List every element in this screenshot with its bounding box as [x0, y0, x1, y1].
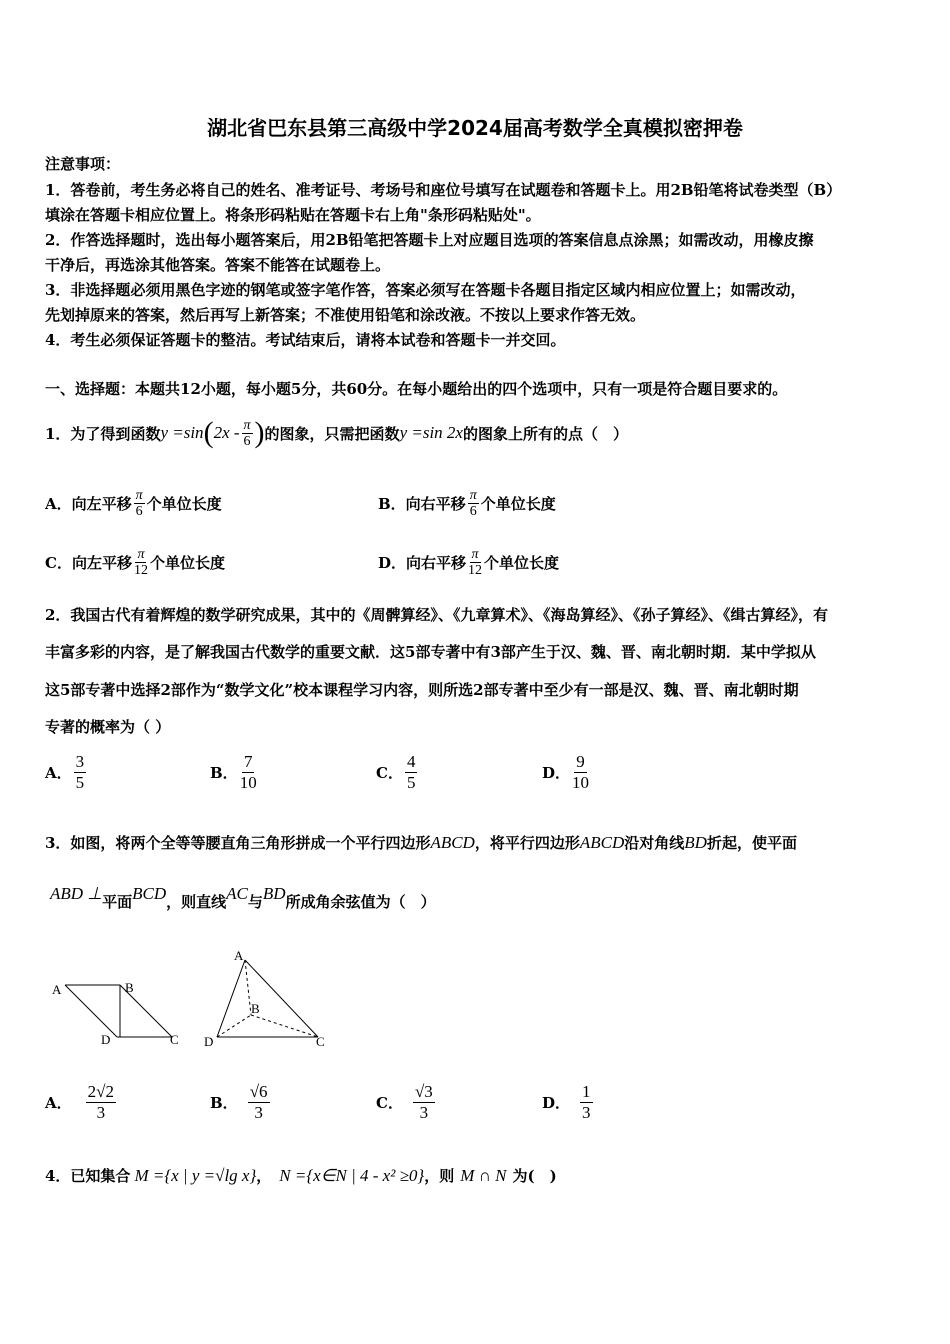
q1-fraction: $\frac{\pi}{6}$ [243, 417, 251, 449]
fig2-label-b: B [251, 1001, 260, 1016]
set-m: M ={x | y =√lg x} [134, 1165, 257, 1185]
fig1-label-d: D [101, 1032, 111, 1047]
q3-option-b[interactable]: B． $\frac{√6}{3}$ [210, 1082, 268, 1122]
q1-inner: 2x - [213, 423, 240, 442]
fig1-label-a: A [52, 982, 62, 997]
q2-option-d[interactable]: D． $\frac{9}{10}$ [542, 752, 590, 792]
page-title: 湖北省巴东县第三高级中学2024届高考数学全真模拟密押卷 [207, 116, 743, 140]
q2-option-a[interactable]: A． $\frac{3}{5}$ [45, 752, 85, 792]
q1-option-d[interactable]: D．向右平移 $\frac{\pi}{12}$ 个单位长度 [378, 547, 560, 578]
question-2-line: 专著的概率为（ ） [45, 718, 171, 736]
q3-option-a[interactable]: A． $\frac{2√2}{3}$ [45, 1082, 114, 1122]
fig1-label-b: B [125, 980, 134, 995]
q1-option-b[interactable]: B．向右平移 $\frac{\pi}{6}$ 个单位长度 [378, 488, 556, 519]
notice-line: 填涂在答题卡相应位置上。将条形码粘贴在答题卡右上角"条形码粘贴处"。 [45, 206, 541, 224]
notice-line: 干净后，再选涂其他答案。答案不能答在试题卷上。 [45, 256, 391, 274]
question-4: 4．已知集合 M ={x | y =√lg x} ， N ={x∈N | 4 - x² ≥0} ，则 M ∩ N 为( ) [45, 1165, 557, 1185]
notice-heading: 注意事项： [45, 155, 121, 173]
intersection: M ∩ N [460, 1165, 507, 1185]
section-heading: 一、选择题：本题共12小题，每小题5分，共60分。在每小题给出的四个选项中，只有一项是符合题目要求的。 [45, 380, 788, 398]
q1-suffix: 的图象上所有的点（ ） [462, 424, 628, 443]
notice-line: 4．考生必须保证答题卡的整洁。考试结束后，请将本试卷和答题卡一并交回。 [45, 331, 566, 349]
parallelogram-figure [52, 980, 179, 1047]
notice-line: 先划掉原来的答案，然后再写上新答案；不准使用铅笔和涂改液。不按以上要求作答无效。 [45, 306, 646, 324]
notice-line: 3．非选择题必须用黑色字迹的钢笔或签字笔作答，答案必须写在答题卡各题目指定区域内相应位置上；如需改动， [45, 281, 806, 299]
q2-option-c[interactable]: C． $\frac{4}{5}$ [376, 752, 416, 792]
question-1: 1．为了得到函数 y =sin ( 2x - $\frac{\pi}{6}$ ) 的图象，只需把函数 y =sin 2x 的图象上所有的点（ ） [45, 416, 628, 449]
q1-mid: 的图象，只需把函数 [264, 424, 400, 443]
q1-option-c[interactable]: C．向左平移 $\frac{\pi}{12}$ 个单位长度 [45, 547, 225, 578]
question-3-line: 3．如图，将两个全等等腰直角三角形拼成一个平行四边形 ABCD ，将平行四边形 ABCD 沿对角线 BD 折起，使平面 [45, 832, 797, 852]
q3-option-c[interactable]: C． $\frac{√3}{3}$ [376, 1082, 433, 1122]
q3-option-d[interactable]: D． $\frac{1}{3}$ [542, 1082, 591, 1122]
set-n: N ={x∈N | 4 - x² ≥0} [279, 1165, 425, 1185]
q1-function: y =sin [160, 423, 204, 442]
tetrahedron-figure [204, 948, 325, 1049]
question-2-line: 这5部专著中选择2部作为“数学文化”校本课程学习内容，则所选2部专著中至少有一部是汉、魏、晋、南北朝时期 [45, 681, 799, 699]
question-3-line: ABD ⊥ 平面 BCD ，则直线 AC 与 BD 所成角余弦值为（ ） [50, 884, 436, 911]
q2-option-b[interactable]: B． $\frac{7}{10}$ [210, 752, 257, 792]
notice-line: 1．答卷前，考生务必将自己的姓名、准考证号、考场号和座位号填写在试题卷和答题卡上。用2B铅笔将试卷类型（B） [45, 181, 842, 199]
fig2-label-d: D [204, 1034, 214, 1049]
notice-line: 2．作答选择题时，选出每小题答案后，用2B铅笔把答题卡上对应题目选项的答案信息点涂黑；如需改动，用橡皮擦 [45, 231, 814, 249]
question-2-line: 2．我国古代有着辉煌的数学研究成果，其中的《周髀算经》、《九章算术》、《海岛算经》、《孙子算经》、《缉古算经》，有 [45, 606, 828, 624]
q1-function-2: y =sin 2x [399, 423, 463, 442]
q1-prefix: 1．为了得到函数 [45, 424, 161, 443]
q1-option-a[interactable]: A．向左平移 $\frac{\pi}{6}$ 个单位长度 [45, 488, 222, 519]
q3-figure [45, 940, 345, 1055]
fig2-label-a: A [234, 948, 244, 963]
fig2-label-c: C [316, 1034, 325, 1049]
question-2-line: 丰富多彩的内容，是了解我国古代数学的重要文献．这5部专著中有3部产生于汉、魏、晋、南北朝时期．某中学拟从 [45, 643, 816, 661]
fig1-label-c: C [170, 1032, 179, 1047]
